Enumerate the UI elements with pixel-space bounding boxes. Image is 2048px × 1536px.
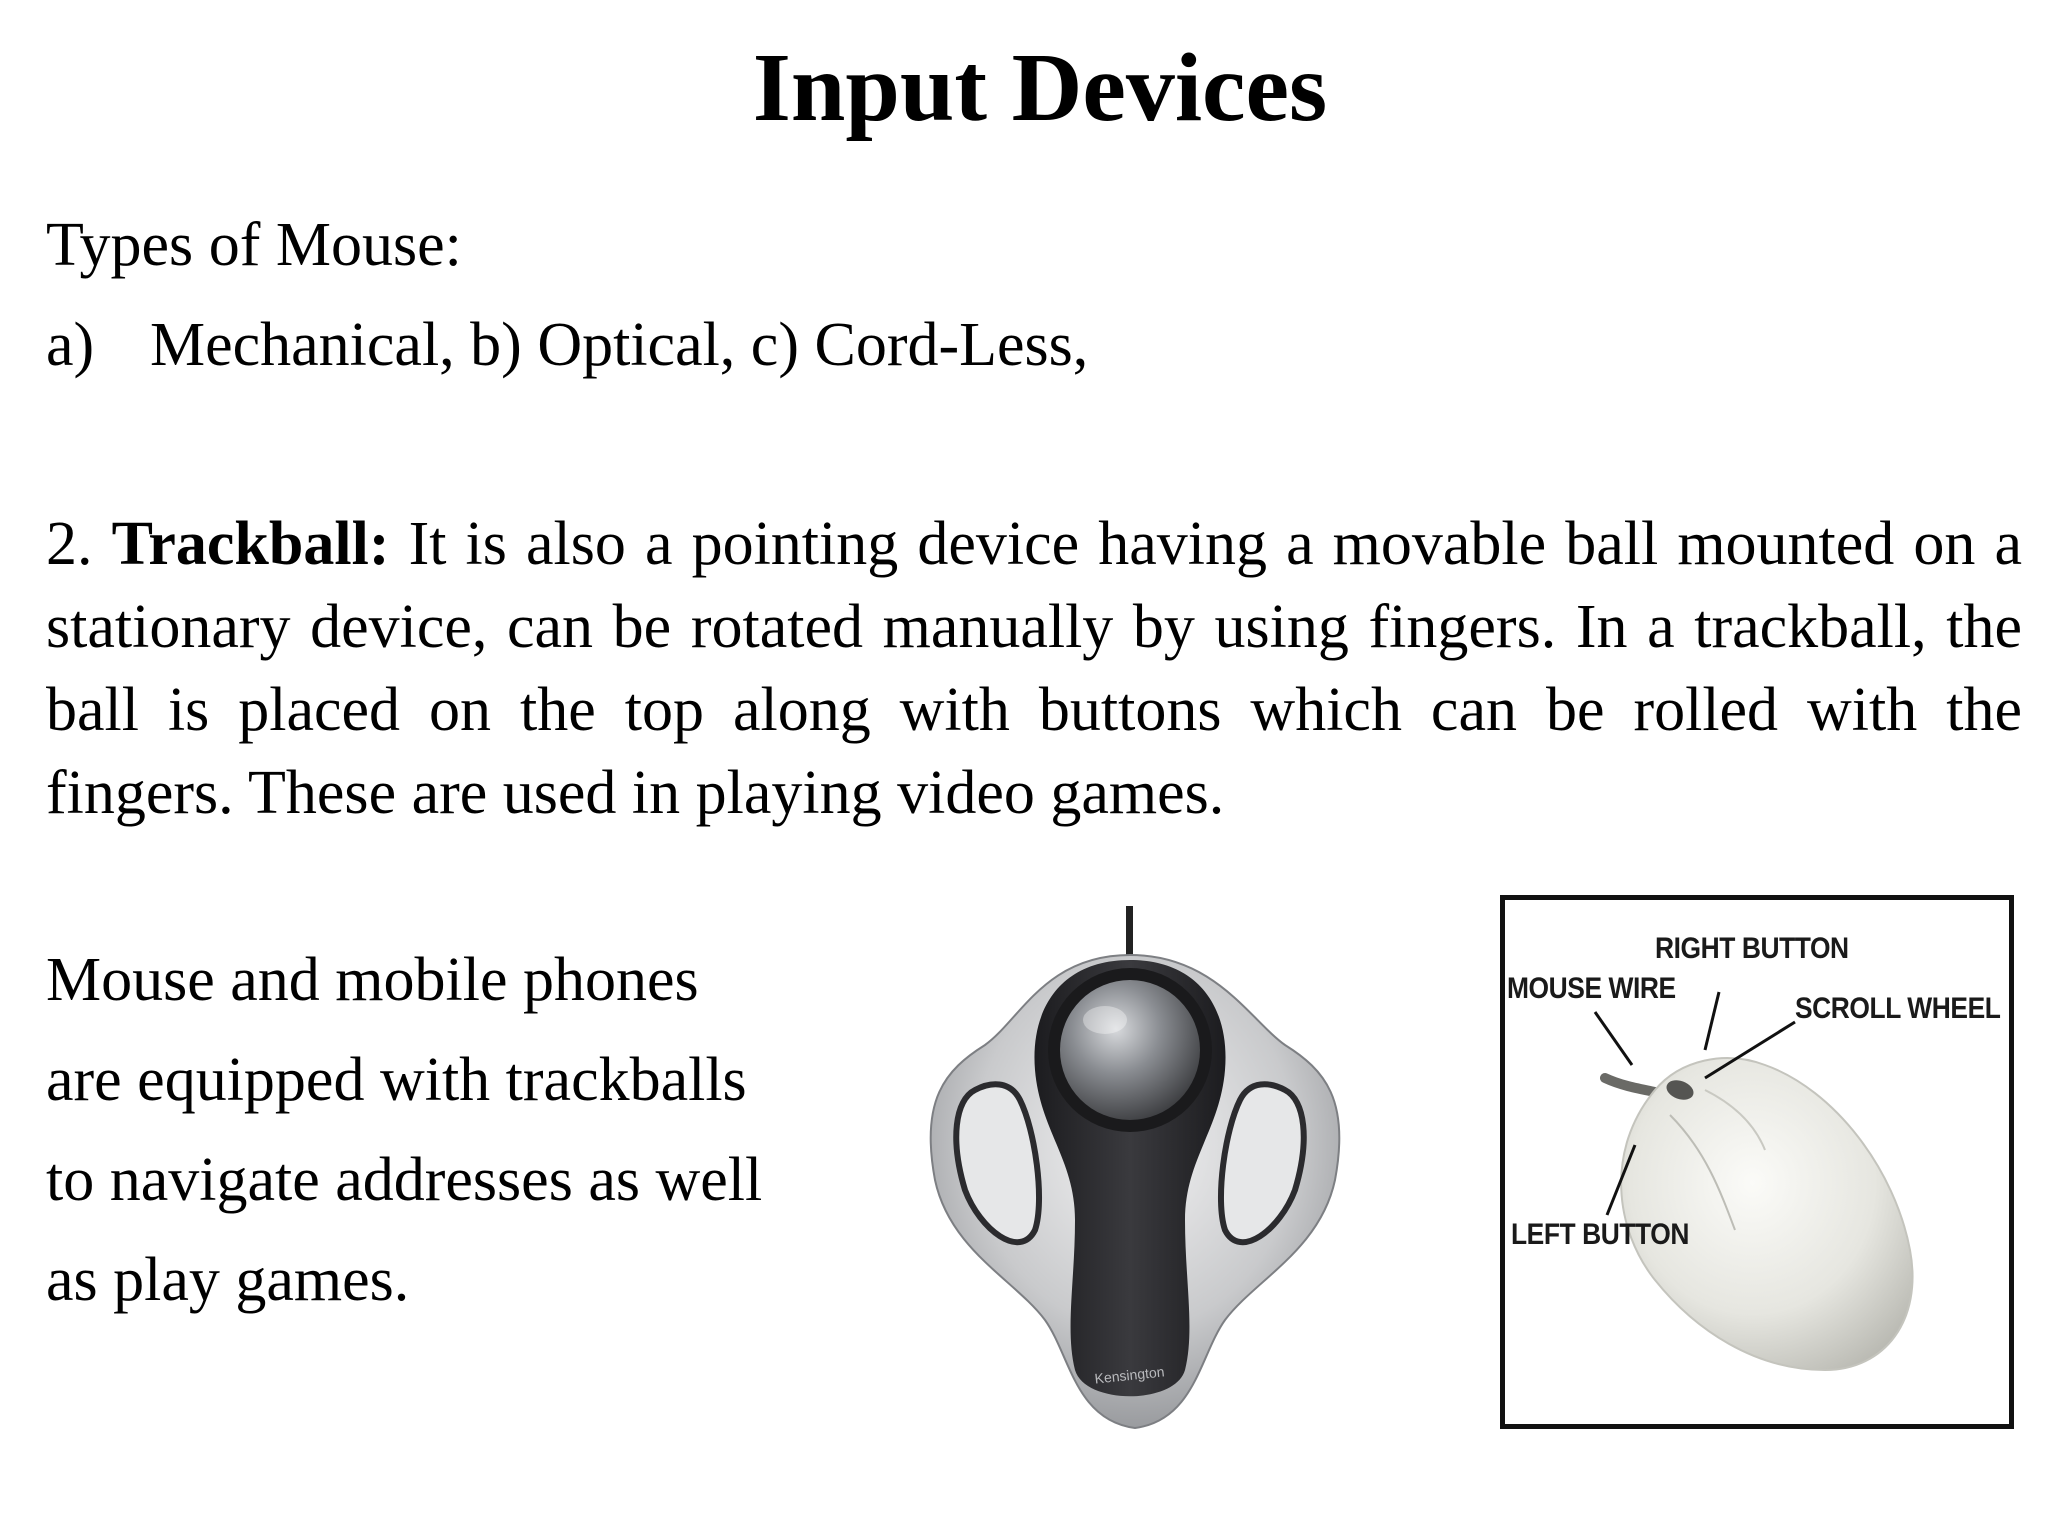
right-button-label: RIGHT BUTTON <box>1655 932 1849 965</box>
usage-line: as play games. <box>46 1246 410 1314</box>
usage-line: to navigate addresses as well <box>46 1146 763 1214</box>
left-button-label: LEFT BUTTON <box>1511 1218 1689 1251</box>
slide-title: Input Devices <box>752 34 1328 142</box>
callout-line-wire <box>1595 1012 1632 1065</box>
types-of-mouse-label: Types of Mouse: <box>46 211 462 279</box>
mouse-body <box>1621 1058 1912 1370</box>
mouse-wire-label: MOUSE WIRE <box>1507 972 1676 1005</box>
brand-label: Kensington <box>1093 1363 1166 1387</box>
trackball-illustration <box>925 900 1345 1440</box>
trackball-description: It is also a pointing device having a movable ball mounted on a stationary device, can be rotated manually by using fingers. In a trackball, the ball is placed on the top along with buttons which can be rolled with the fingers. These are used in playing video games. <box>46 510 2023 827</box>
mouse-wire <box>1605 1078 1655 1092</box>
ball-highlight <box>1083 1006 1127 1034</box>
mouse-diagram <box>1500 895 2014 1429</box>
scroll-wheel-label: SCROLL WHEEL <box>1795 992 2001 1025</box>
callout-line-right <box>1705 992 1719 1050</box>
trackball-term: Trackball: <box>111 510 390 578</box>
list-marker: a) <box>46 311 95 379</box>
list-item-text: Mechanical, b) Optical, c) Cord-Less, <box>150 311 1089 379</box>
types-of-mouse-list <box>46 305 1088 385</box>
trackball-image <box>925 900 1345 1440</box>
usage-line: Mouse and mobile phones <box>46 946 699 1014</box>
usage-line: are equipped with trackballs <box>46 1046 747 1114</box>
trackball-usage-text <box>46 930 866 1330</box>
trackball-ball <box>1060 980 1200 1120</box>
trackball-paragraph <box>46 503 2022 835</box>
section-number: 2. <box>46 510 93 578</box>
